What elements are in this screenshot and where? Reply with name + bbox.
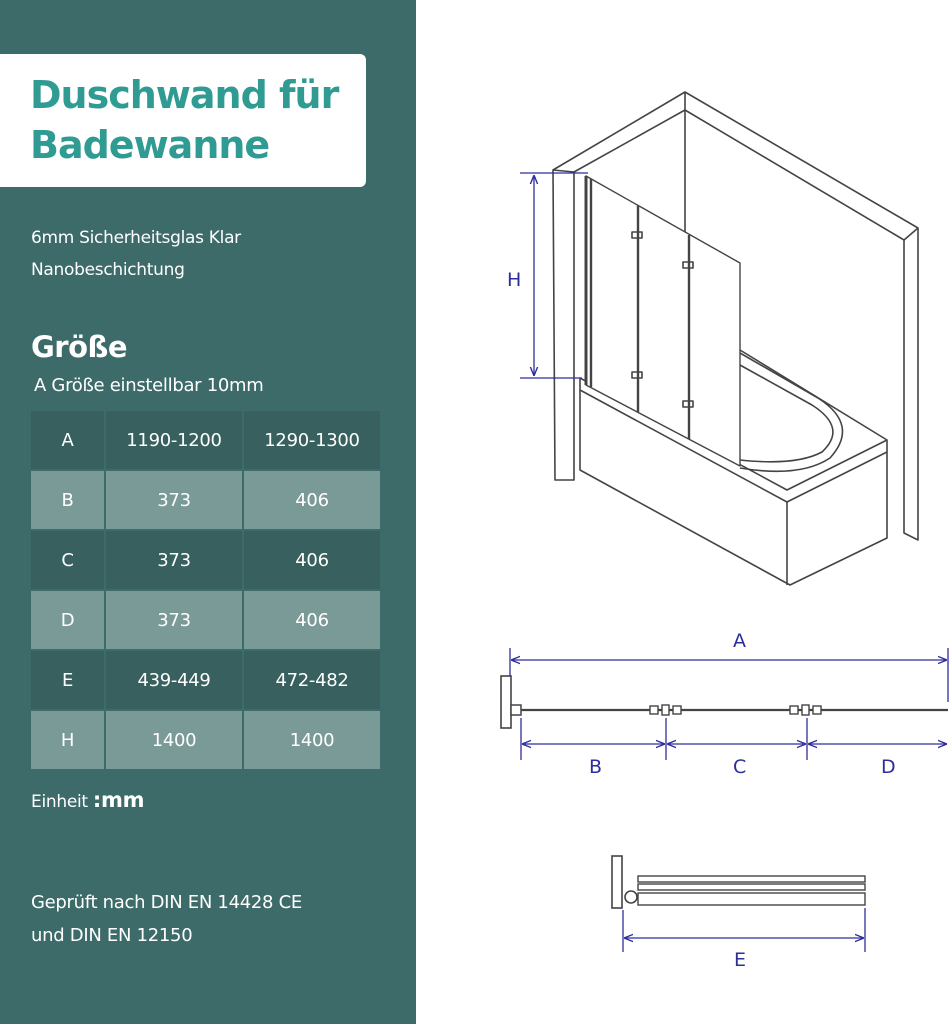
certification-line-1: Geprüft nach DIN EN 14428 CE — [31, 892, 302, 913]
row-value-1: 373 — [106, 471, 242, 529]
unit-label: Einheit — [31, 792, 88, 812]
row-key: D — [31, 591, 104, 649]
row-value-2: 1290-1300 — [244, 411, 380, 469]
top-view-drawing — [501, 648, 948, 760]
title-line-1: Duschwand für — [30, 73, 339, 117]
dimension-label-d: D — [881, 756, 896, 778]
dimension-label-e: E — [734, 949, 747, 971]
unit-colon: : — [92, 788, 101, 812]
row-value-1: 373 — [106, 591, 242, 649]
row-key: C — [31, 531, 104, 589]
size-heading: Größe — [31, 330, 128, 364]
row-value-2: 406 — [244, 591, 380, 649]
bathtub-perspective-drawing — [553, 92, 918, 585]
row-key: E — [31, 651, 104, 709]
row-value-1: 1190-1200 — [106, 411, 242, 469]
row-key: B — [31, 471, 104, 529]
title-line-2: Badewanne — [30, 123, 270, 167]
row-value-1: 1400 — [106, 711, 242, 769]
spec-coating: Nanobeschichtung — [31, 260, 185, 280]
certification-line-2: und DIN EN 12150 — [31, 925, 193, 946]
row-value-2: 406 — [244, 471, 380, 529]
folded-view-drawing — [612, 856, 865, 952]
row-key: H — [31, 711, 104, 769]
size-note: A Größe einstellbar 10mm — [34, 375, 264, 396]
unit-value: mm — [100, 788, 145, 812]
dimension-label-a: A — [733, 630, 746, 652]
row-value-2: 1400 — [244, 711, 380, 769]
row-value-1: 439-449 — [106, 651, 242, 709]
spec-glass: 6mm Sicherheitsglas Klar — [31, 228, 241, 248]
row-value-1: 373 — [106, 531, 242, 589]
dimension-label-b: B — [589, 756, 603, 778]
row-value-2: 472-482 — [244, 651, 380, 709]
dimension-label-c: C — [733, 756, 747, 778]
row-key: A — [31, 411, 104, 469]
dimension-label-h: H — [507, 269, 522, 291]
row-value-2: 406 — [244, 531, 380, 589]
